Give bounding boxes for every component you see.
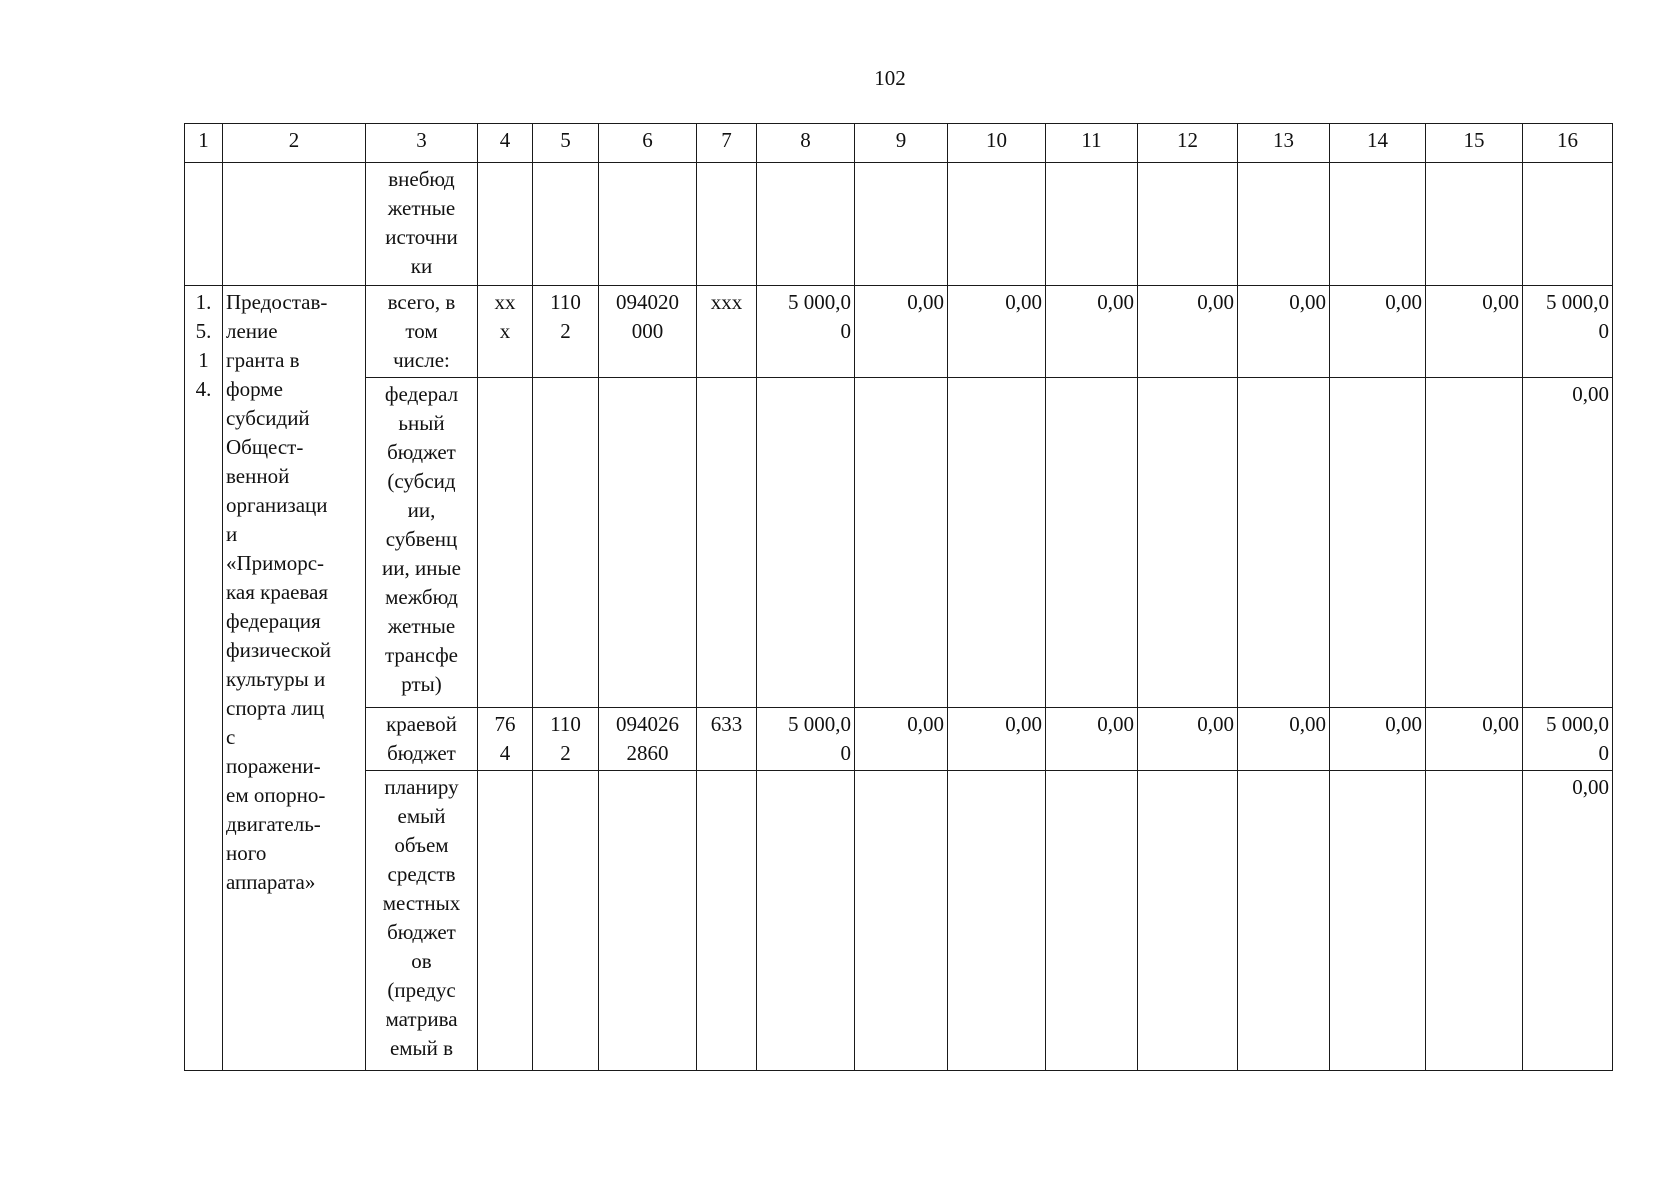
item-number: 1. 5. 1 4. — [185, 286, 223, 1071]
source-cell: федерал ьный бюджет (субсид ии, субвенц ии, иные межбюд жетные трансфе рты) — [366, 378, 478, 708]
header-cell: 3 — [366, 124, 478, 163]
page-number: 102 — [874, 66, 906, 90]
header-cell: 4 — [478, 124, 533, 163]
value-cell: 0,00 — [1523, 771, 1613, 1071]
source-cell: планиру емый объем средств местных бюджет ов (предус матрива емый в — [366, 771, 478, 1071]
table-row — [185, 378, 1613, 708]
num-cell — [185, 163, 223, 286]
code-cell: 76 4 — [478, 708, 533, 771]
value-cell: 0,00 — [1426, 708, 1523, 771]
header-cell: 6 — [599, 124, 697, 163]
header-cell: 10 — [948, 124, 1046, 163]
code-cell: 110 2 — [533, 286, 599, 378]
value-cell: 0,00 — [1330, 286, 1426, 378]
value-cell: 0,00 — [1238, 286, 1330, 378]
header-cell: 11 — [1046, 124, 1138, 163]
code-cell: хх х — [478, 286, 533, 378]
code-cell: 094020 000 — [599, 286, 697, 378]
header-cell: 8 — [757, 124, 855, 163]
value-cell: 0,00 — [855, 286, 948, 378]
code-cell: ххх — [697, 286, 757, 378]
source-cell: всего, в том числе: — [366, 286, 478, 378]
code-cell: 094026 2860 — [599, 708, 697, 771]
header-cell: 7 — [697, 124, 757, 163]
table-row — [185, 771, 1613, 1071]
value-cell: 5 000,0 0 — [757, 708, 855, 771]
header-cell: 14 — [1330, 124, 1426, 163]
header-cell: 16 — [1523, 124, 1613, 163]
continuation-row — [185, 163, 1613, 286]
header-row — [185, 124, 1613, 163]
table-row — [185, 286, 1613, 378]
value-cell: 0,00 — [1138, 286, 1238, 378]
value-cell: 0,00 — [948, 708, 1046, 771]
name-cell — [223, 163, 366, 286]
value-cell: 0,00 — [1046, 286, 1138, 378]
source-cell: внебюд жетные источни ки — [366, 163, 478, 286]
value-cell: 0,00 — [855, 708, 948, 771]
value-cell: 0,00 — [948, 286, 1046, 378]
value-cell: 0,00 — [1238, 708, 1330, 771]
header-cell: 5 — [533, 124, 599, 163]
value-cell: 0,00 — [1330, 708, 1426, 771]
value-cell: 0,00 — [1138, 708, 1238, 771]
value-cell: 5 000,0 0 — [1523, 708, 1613, 771]
table-row — [185, 708, 1613, 771]
budget-table — [184, 123, 1613, 1071]
value-cell: 5 000,0 0 — [757, 286, 855, 378]
header-cell: 1 — [185, 124, 223, 163]
header-cell: 2 — [223, 124, 366, 163]
value-cell: 0,00 — [1426, 286, 1523, 378]
code-cell: 633 — [697, 708, 757, 771]
item-name: Предостав- ление гранта в форме субсидий Общест- венной организаци и «Приморс- кая краевая федерация физической культуры и спорта лиц с поражени- ем опорно- двигатель- ного аппарата» — [223, 286, 366, 1071]
header-cell: 13 — [1238, 124, 1330, 163]
code-cell: 110 2 — [533, 708, 599, 771]
value-cell: 0,00 — [1046, 708, 1138, 771]
value-cell: 5 000,0 0 — [1523, 286, 1613, 378]
value-cell: 0,00 — [1523, 378, 1613, 708]
header-cell: 9 — [855, 124, 948, 163]
header-cell: 12 — [1138, 124, 1238, 163]
header-cell: 15 — [1426, 124, 1523, 163]
source-cell: краевой бюджет — [366, 708, 478, 771]
